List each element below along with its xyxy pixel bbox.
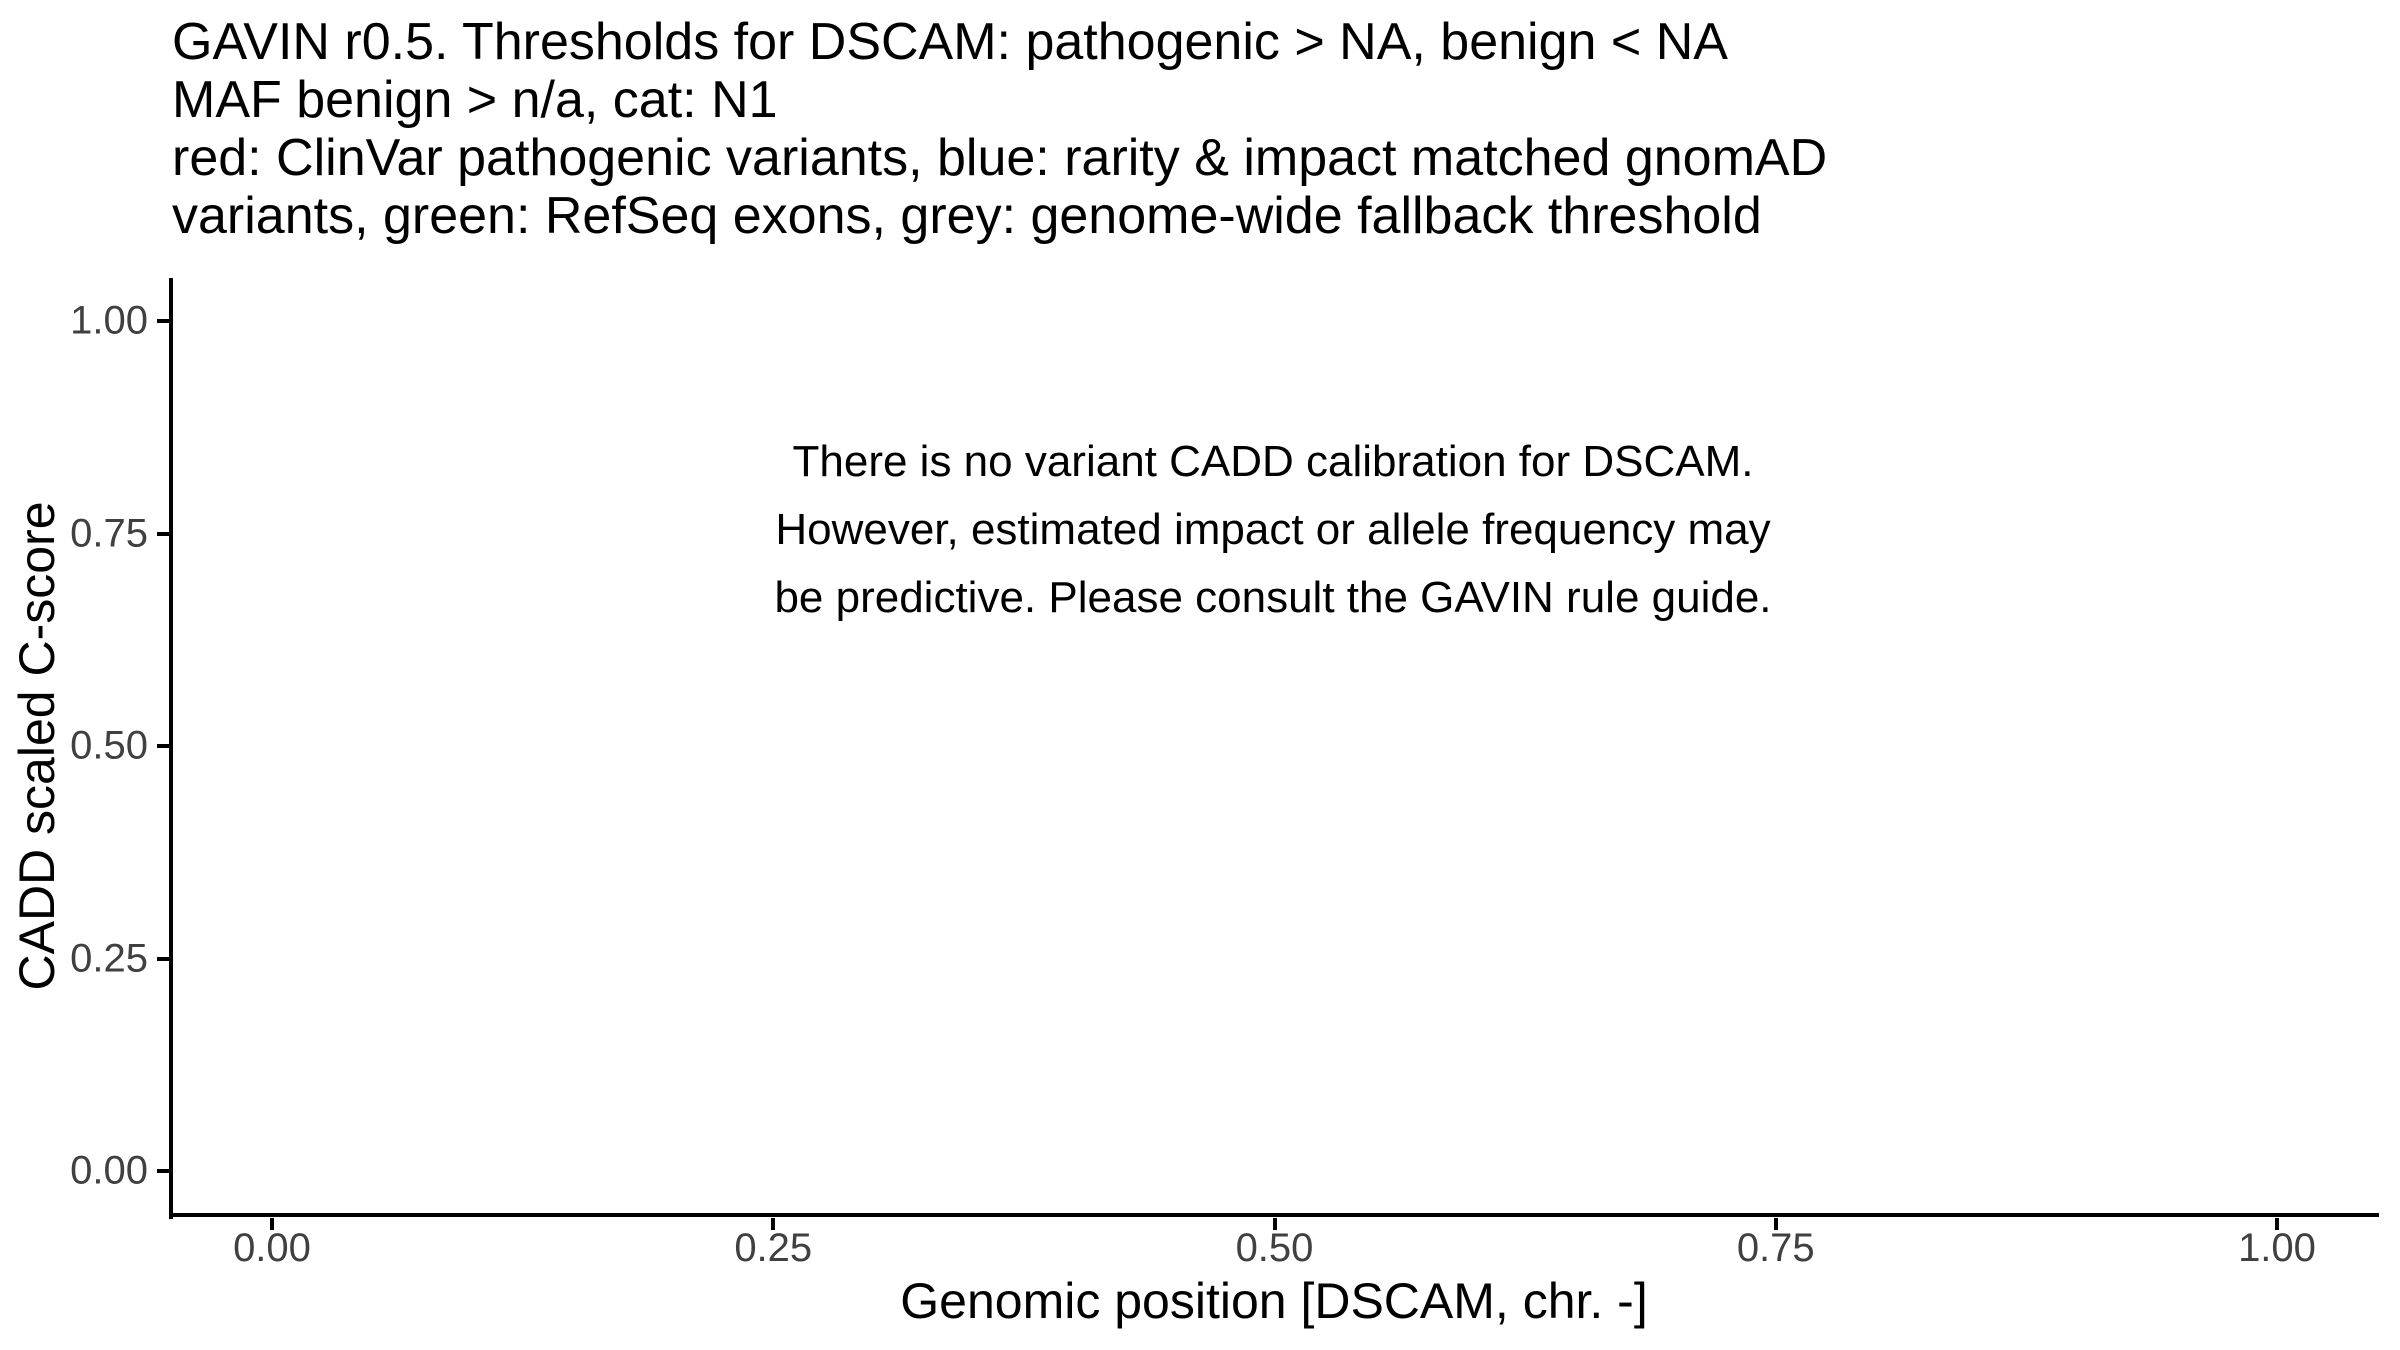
y-tick-mark	[157, 1169, 169, 1173]
y-tick-label: 0.50	[70, 723, 148, 768]
y-tick-label: 1.00	[70, 298, 148, 343]
x-tick-label: 0.00	[233, 1226, 311, 1270]
panel-annotation-line-3: be predictive. Please consult the GAVIN rule guide.	[774, 573, 1772, 622]
y-tick-label: 0.75	[70, 511, 148, 555]
x-tick-label: 0.75	[1736, 1226, 1815, 1270]
x-tick-label: 1.00	[2238, 1226, 2316, 1270]
y-tick-mark	[157, 532, 169, 536]
x-tick-label: 0.50	[1235, 1226, 1314, 1270]
plot-title-line-1: GAVIN r0.5. Thresholds for DSCAM: pathogenic > NA, benign < NA	[172, 13, 1728, 71]
x-axis-title: Genomic position [DSCAM, chr. -]	[900, 1273, 1648, 1329]
panel-annotation-line-2: However, estimated impact or allele frequency may	[775, 505, 1771, 554]
y-tick-label: 0.25	[70, 936, 148, 980]
plot-title	[172, 13, 1827, 245]
panel-annotation	[673, 428, 1873, 632]
x-tick-label: 0.25	[734, 1226, 813, 1270]
y-tick-mark	[157, 319, 169, 323]
panel-annotation-line-1: There is no variant CADD calibration for DSCAM.	[792, 437, 1754, 486]
plot-title-line-4: variants, green: RefSeq exons, grey: genome-wide fallback threshold	[172, 187, 1762, 245]
y-tick-mark	[157, 957, 169, 961]
y-tick-label: 0.00	[70, 1148, 148, 1193]
y-axis-line	[169, 278, 173, 1219]
plot-title-line-3: red: ClinVar pathogenic variants, blue: rarity & impact matched gnomAD	[172, 129, 1828, 187]
plot-title-line-2: MAF benign > n/a, cat: N1	[172, 71, 778, 129]
y-tick-mark	[157, 744, 169, 748]
x-axis-line	[169, 1213, 2379, 1217]
y-axis-title: CADD scaled C-score	[9, 501, 65, 991]
